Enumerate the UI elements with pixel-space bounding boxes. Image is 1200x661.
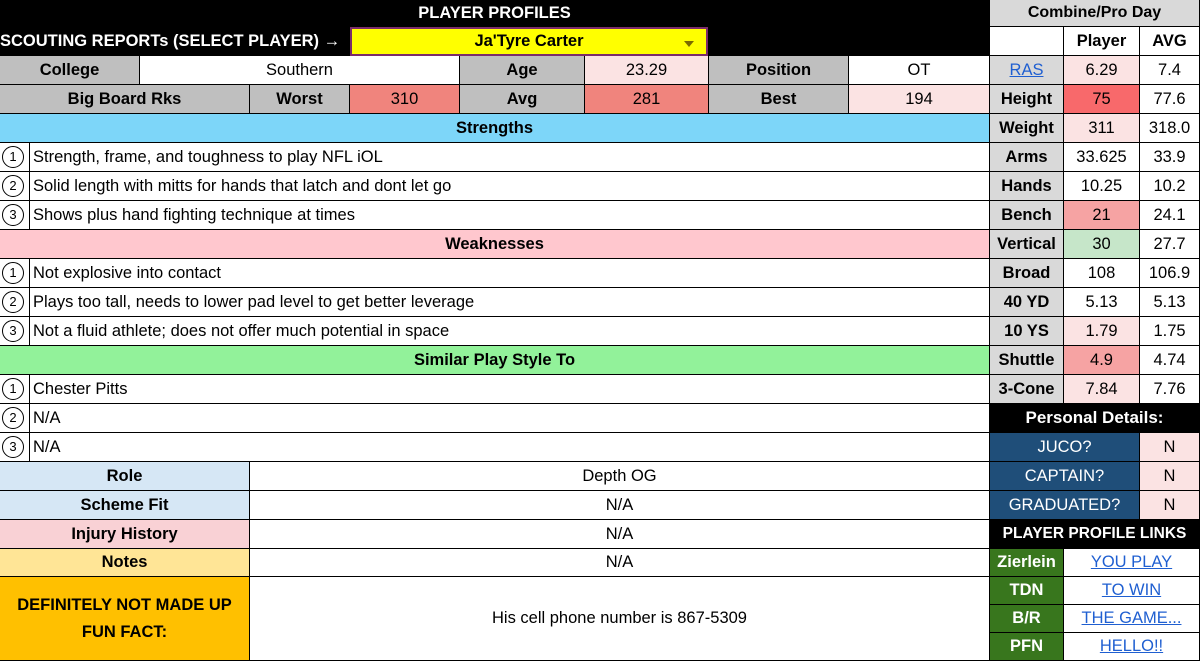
strength-num-3 [0,201,30,230]
college-value: Southern [140,56,460,85]
strength-3: Shows plus hand fighting technique at times [30,201,990,230]
combine-label-vertical: Vertical [990,230,1064,259]
injury-history-label: Injury History [0,520,250,549]
combine-label-weight: Weight [990,114,1064,143]
link-source-pfn: PFN [990,633,1064,661]
combine-player-hands: 10.25 [1064,172,1140,201]
worst-label: Worst [250,85,350,114]
player-select-value: Ja'Tyre Carter [474,32,584,51]
position-value: OT [849,56,990,85]
page-title: PLAYER PROFILES [0,0,990,27]
ras-link[interactable]: RAS [990,56,1064,85]
graduated-value: N [1140,491,1200,520]
combine-player-shuttle: 4.9 [1064,346,1140,375]
combine-player-ras: 6.29 [1064,56,1140,85]
scouting-label: SCOUTING REPORTs (SELECT PLAYER) → [0,27,350,56]
strengths-title: Strengths [0,114,990,143]
combine-label-shuttle: Shuttle [990,346,1064,375]
similar-1: Chester Pitts [30,375,990,404]
strength-2: Solid length with mitts for hands that latch and dont let go [30,172,990,201]
combine-player-arms: 33.625 [1064,143,1140,172]
combine-player-vertical: 30 [1064,230,1140,259]
combine-avg-bench: 24.1 [1140,201,1200,230]
similar-2: N/A [30,404,990,433]
similar-num-3 [0,433,30,462]
header-spacer [708,27,990,56]
link-br[interactable]: THE GAME... [1064,605,1200,633]
fun-fact-label-line1: DEFINITELY NOT MADE UP [17,596,232,615]
strength-num-2 [0,172,30,201]
number-circle-icon: 3 [2,436,24,458]
chevron-down-icon[interactable] [684,41,694,47]
worst-value: 310 [350,85,460,114]
scheme-fit-label: Scheme Fit [0,491,250,520]
fun-fact-label-line2: FUN FACT: [81,622,168,641]
similar-num-1 [0,375,30,404]
combine-label-bench: Bench [990,201,1064,230]
combine-player-broad: 108 [1064,259,1140,288]
combine-avg-shuttle: 4.74 [1140,346,1200,375]
combine-label-40yd: 40 YD [990,288,1064,317]
number-circle-icon: 2 [2,175,24,197]
captain-value: N [1140,462,1200,491]
combine-avg-broad: 106.9 [1140,259,1200,288]
notes-label: Notes [0,549,250,577]
combine-label-broad: Broad [990,259,1064,288]
notes-value: N/A [250,549,990,577]
juco-value: N [1140,433,1200,462]
combine-avg-40yd: 5.13 [1140,288,1200,317]
combine-avg-header: AVG [1140,27,1200,56]
combine-label-arms: Arms [990,143,1064,172]
combine-player-40yd: 5.13 [1064,288,1140,317]
big-board-label: Big Board Rks [0,85,250,114]
age-value: 23.29 [585,56,709,85]
number-circle-icon: 3 [2,320,24,342]
link-source-br: B/R [990,605,1064,633]
combine-avg-arms: 33.9 [1140,143,1200,172]
combine-avg-10ys: 1.75 [1140,317,1200,346]
similar-3: N/A [30,433,990,462]
avg-label: Avg [460,85,585,114]
combine-title: Combine/Pro Day [990,0,1200,27]
link-zierlein[interactable]: YOU PLAY [1064,549,1200,577]
injury-history-value: N/A [250,520,990,549]
combine-blank-header [990,27,1064,56]
weakness-2: Plays too tall, needs to lower pad level to get better leverage [30,288,990,317]
combine-player-weight: 311 [1064,114,1140,143]
weaknesses-title: Weaknesses [0,230,990,259]
combine-label-hands: Hands [990,172,1064,201]
combine-avg-hands: 10.2 [1140,172,1200,201]
role-value: Depth OG [250,462,990,491]
number-circle-icon: 1 [2,146,24,168]
number-circle-icon: 1 [2,378,24,400]
weakness-num-1 [0,259,30,288]
number-circle-icon: 1 [2,262,24,284]
weakness-num-3 [0,317,30,346]
college-label: College [0,56,140,85]
link-tdn[interactable]: TO WIN [1064,577,1200,605]
position-label: Position [709,56,849,85]
number-circle-icon: 2 [2,407,24,429]
best-value: 194 [849,85,990,114]
combine-label-3cone: 3-Cone [990,375,1064,404]
fun-fact-value: His cell phone number is 867-5309 [250,577,990,661]
combine-player-height: 75 [1064,85,1140,114]
profile-links-title: PLAYER PROFILE LINKS [990,520,1200,549]
number-circle-icon: 3 [2,204,24,226]
combine-avg-3cone: 7.76 [1140,375,1200,404]
personal-details-title: Personal Details: [990,404,1200,433]
combine-avg-ras: 7.4 [1140,56,1200,85]
strength-1: Strength, frame, and toughness to play NFL iOL [30,143,990,172]
link-source-tdn: TDN [990,577,1064,605]
best-label: Best [709,85,849,114]
scheme-fit-value: N/A [250,491,990,520]
link-pfn[interactable]: HELLO!! [1064,633,1200,661]
avg-value: 281 [585,85,709,114]
combine-player-bench: 21 [1064,201,1140,230]
combine-player-3cone: 7.84 [1064,375,1140,404]
age-label: Age [460,56,585,85]
juco-label: JUCO? [990,433,1140,462]
fun-fact-label [0,577,250,661]
weakness-num-2 [0,288,30,317]
combine-avg-vertical: 27.7 [1140,230,1200,259]
weakness-1: Not explosive into contact [30,259,990,288]
combine-label-height: Height [990,85,1064,114]
weakness-3: Not a fluid athlete; does not offer much potential in space [30,317,990,346]
player-select-dropdown[interactable] [350,27,708,56]
captain-label: CAPTAIN? [990,462,1140,491]
similar-num-2 [0,404,30,433]
role-label: Role [0,462,250,491]
link-source-zierlein: Zierlein [990,549,1064,577]
combine-player-header: Player [1064,27,1140,56]
combine-avg-weight: 318.0 [1140,114,1200,143]
graduated-label: GRADUATED? [990,491,1140,520]
strength-num-1 [0,143,30,172]
similar-title: Similar Play Style To [0,346,990,375]
combine-avg-height: 77.6 [1140,85,1200,114]
combine-label-10ys: 10 YS [990,317,1064,346]
number-circle-icon: 2 [2,291,24,313]
combine-player-10ys: 1.79 [1064,317,1140,346]
